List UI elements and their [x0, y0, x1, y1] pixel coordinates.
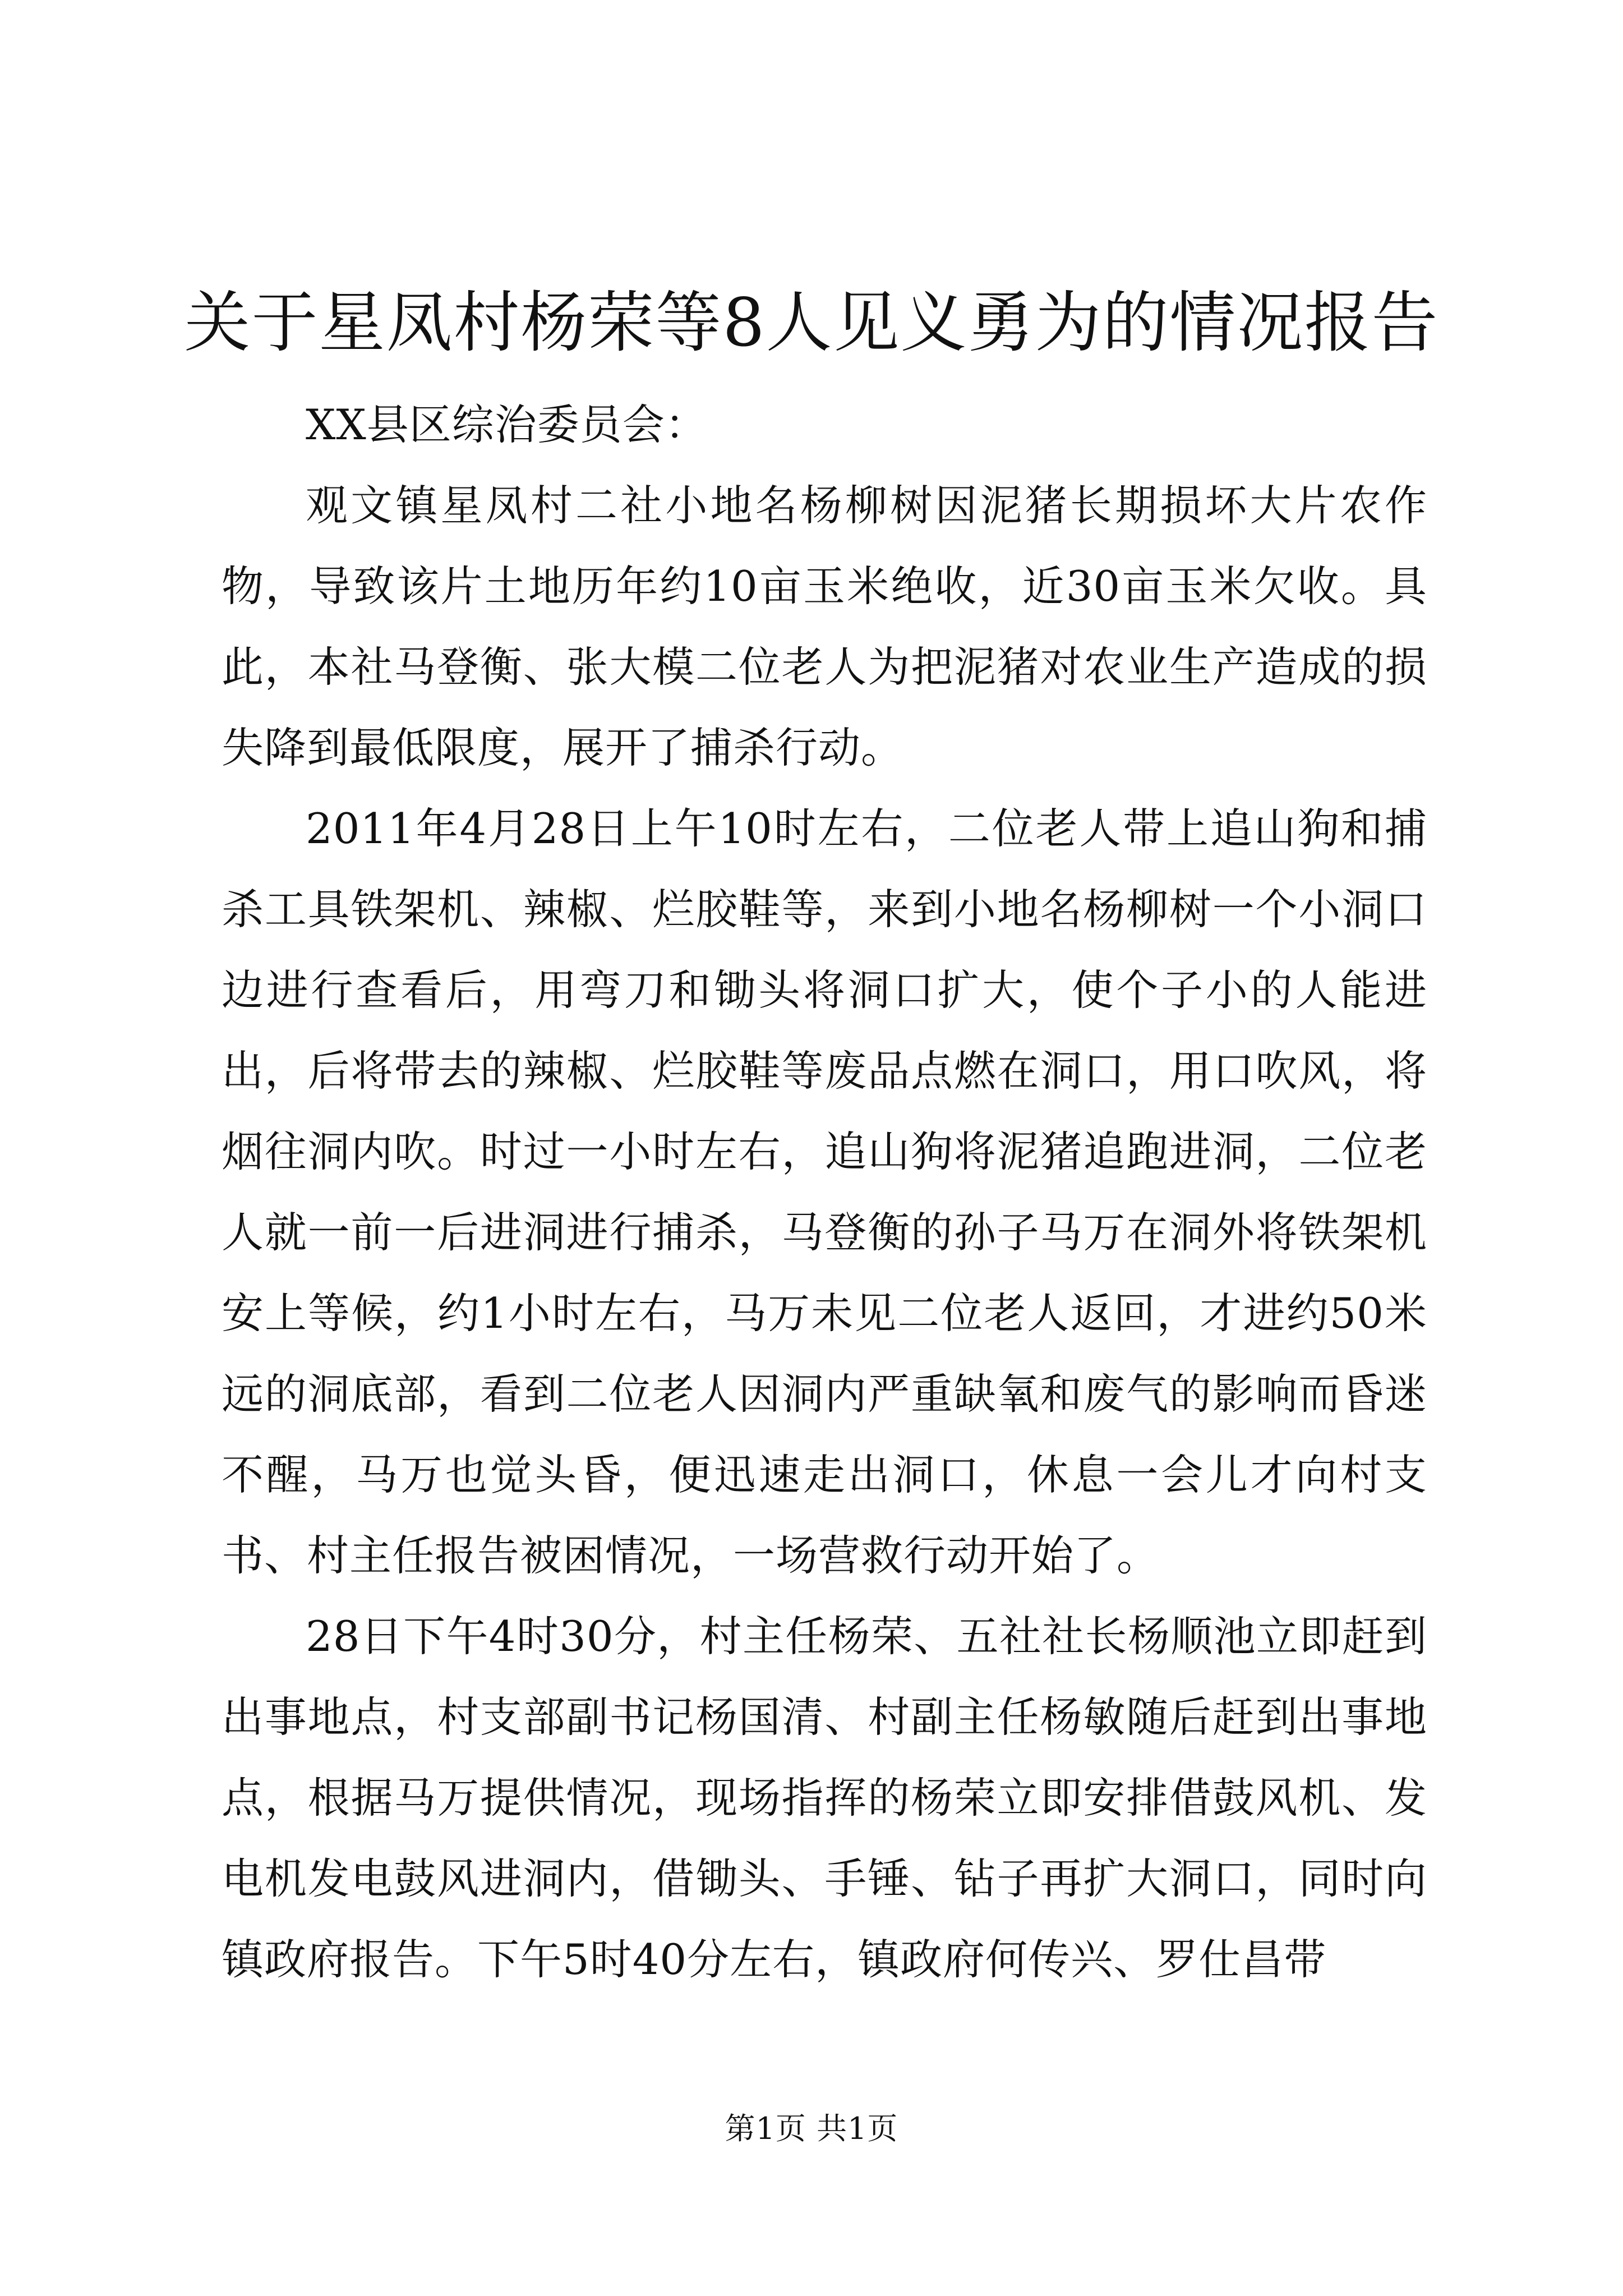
document-body	[222, 384, 1427, 2000]
paragraph-3: 28日下午4时30分，村主任杨荣、五社社长杨顺池立即赶到出事地点，村支部副书记杨国清、村副主任杨敏随后赶到出事地点，根据马万提供情况，现场指挥的杨荣立即安排借鼓风机、发电机发电鼓风进洞内，借锄头、手锤、钻子再扩大洞口，同时向镇政府报告。下午5时40分左右，镇政府何传兴、罗仕昌带	[222, 1612, 1427, 1984]
salutation: XX县区综治委员会：	[306, 400, 708, 449]
paragraph-1: 观文镇星凤村二社小地名杨柳树因泥猪长期损坏大片农作物，导致该片土地历年约10亩玉米绝收，近30亩玉米欠收。具此，本社马登衡、张大模二位老人为把泥猪对农业生产造成的损失降到最低限度，展开了捕杀行动。	[222, 481, 1427, 772]
document-title: 关于星凤村杨荣等8人见义勇为的情况报告	[184, 284, 1439, 361]
paragraph-2: 2011年4月28日上午10时左右，二位老人带上追山狗和捕杀工具铁架机、辣椒、烂胶鞋等，来到小地名杨柳树一个小洞口边进行查看后，用弯刀和锄头将洞口扩大，使个子小的人能进出，后将带去的辣椒、烂胶鞋等废品点燃在洞口，用口吹风，将烟往洞内吹。时过一小时左右，追山狗将泥猪追跑进洞，二位老人就一前一后进洞进行捕杀，马登衡的孙子马万在洞外将铁架机安上等候，约1小时左右，马万未见二位老人返回，才进约50米远的洞底部，看到二位老人因洞内严重缺氧和废气的影响而昏迷不醒，马万也觉头昏，便迅速走出洞口，休息一会儿才向村支书、村主任报告被困情况，一场营救行动开始了。	[222, 804, 1427, 1580]
page-footer: 第1页 共1页	[725, 2111, 898, 2146]
